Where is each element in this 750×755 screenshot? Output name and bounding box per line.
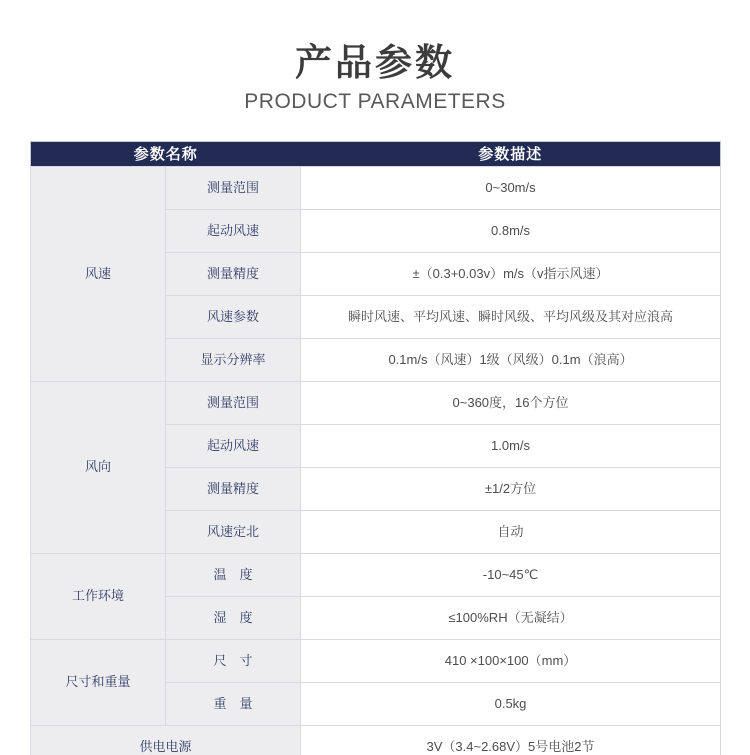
param-row <box>31 553 721 596</box>
category-cell-size-and-weight: 尺寸和重量 <box>31 639 166 725</box>
param-value-cell: ±（0.3+0.03v）m/s（v指示风速） <box>301 252 721 295</box>
param-row <box>31 725 721 755</box>
param-row <box>31 381 721 424</box>
param-value-cell: 0.8m/s <box>301 209 721 252</box>
page-subtitle: PRODUCT PARAMETERS <box>244 89 506 113</box>
category-cell-working-environment: 工作环境 <box>31 553 166 639</box>
param-name-cell: 风速参数 <box>166 295 301 338</box>
param-name-cell: 起动风速 <box>166 424 301 467</box>
param-name-cell: 显示分辨率 <box>166 338 301 381</box>
param-row <box>31 639 721 682</box>
page-title: 产品参数 <box>295 42 455 83</box>
table-header-row <box>31 141 721 166</box>
param-name-cell: 测量范围 <box>166 166 301 209</box>
param-value-cell: -10~45℃ <box>301 553 721 596</box>
param-name-cell: 重 量 <box>166 682 301 725</box>
param-name-cell: 测量精度 <box>166 252 301 295</box>
title-block <box>0 0 750 114</box>
param-value-cell: ±1/2方位 <box>301 467 721 510</box>
param-value-cell: 1.0m/s <box>301 424 721 467</box>
param-value-cell: 瞬时风速、平均风速、瞬时风级、平均风级及其对应浪高 <box>301 295 721 338</box>
param-value-cell: 0.1m/s（风速）1级（风级）0.1m（浪高） <box>301 338 721 381</box>
param-row <box>31 166 721 209</box>
param-name-cell: 测量精度 <box>166 467 301 510</box>
param-value-cell: 0~30m/s <box>301 166 721 209</box>
param-value-cell: 410 ×100×100（mm） <box>301 639 721 682</box>
param-value-cell: 自动 <box>301 510 721 553</box>
param-value-cell: 0.5kg <box>301 682 721 725</box>
param-name-cell: 尺 寸 <box>166 639 301 682</box>
param-name-cell: 温 度 <box>166 553 301 596</box>
param-name-cell: 风速定北 <box>166 510 301 553</box>
category-cell-wind-speed: 风速 <box>31 166 166 381</box>
param-value-cell: 0~360度，16个方位 <box>301 381 721 424</box>
param-name-cell: 测量范围 <box>166 381 301 424</box>
category-cell-power-supply: 供电电源 <box>31 725 301 755</box>
param-value-cell: ≤100%RH（无凝结） <box>301 596 721 639</box>
table-header-param-desc: 参数描述 <box>301 141 721 166</box>
param-value-cell: 3V（3.4~2.68V）5号电池2节 <box>301 725 721 755</box>
param-name-cell: 湿 度 <box>166 596 301 639</box>
category-cell-wind-direction: 风向 <box>31 381 166 553</box>
table-header-param-name: 参数名称 <box>31 141 301 166</box>
param-name-cell: 起动风速 <box>166 209 301 252</box>
parameters-table <box>30 141 721 755</box>
parameters-table-wrapper <box>30 141 720 755</box>
